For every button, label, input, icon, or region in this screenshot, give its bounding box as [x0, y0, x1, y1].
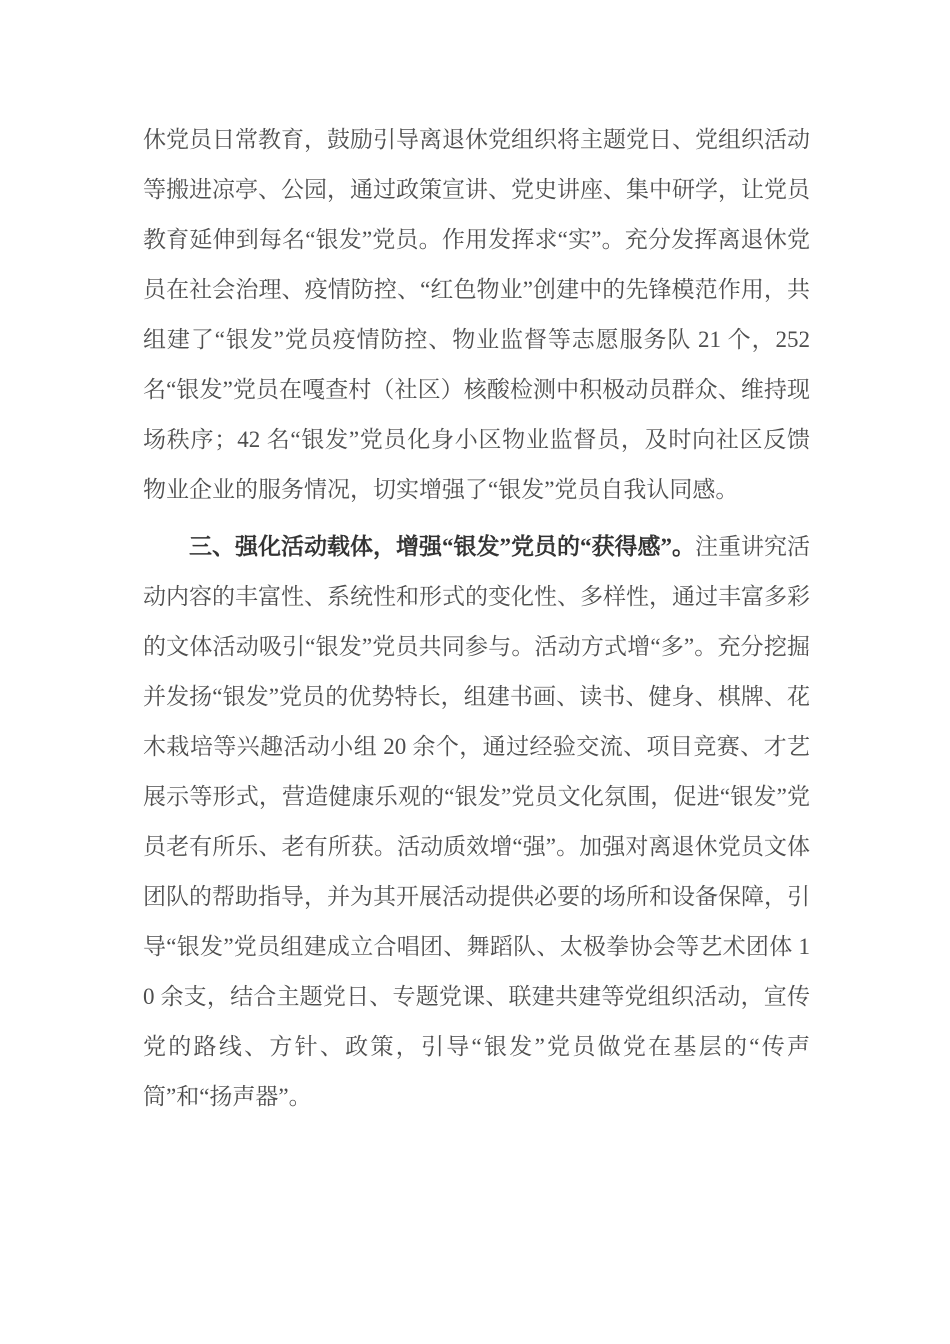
body-text: 休党员日常教育，鼓励引导离退休党组织将主题党日、党组织活动等搬进凉亭、公园，通过政策宣讲、党史讲座、集中研学，让党员教育延伸到每名“银发”党员。作用发挥求“实”。充分发挥离退休党员在社会治理、疫情防控、“红色物业”创建中的先锋模范作用，共组建了“银发”党员疫情防控、物业监督等志愿服务队 21 个，252 名“银发”党员在嘎查村（社区）核酸检测中积极动员群众、维持现场秩序；42 名“银发”党员化身小区物业监督员，及时向社区反馈物业企业的服务情况，切实增强了“银发”党员自我认同感。 — [143, 127, 810, 502]
section-heading-text: 三、强化活动载体，增强“银发”党员的“获得感”。 — [189, 534, 695, 559]
document-body — [143, 115, 810, 1122]
paragraph — [143, 115, 810, 515]
paragraph — [143, 522, 810, 1122]
body-text: 注重讲究活动内容的丰富性、系统性和形式的变化性、多样性，通过丰富多彩的文体活动吸引“银发”党员共同参与。活动方式增“多”。充分挖掘并发扬“银发”党员的优势特长，组建书画、读书、健身、棋牌、花木栽培等兴趣活动小组 20 余个，通过经验交流、项目竞赛、才艺展示等形式，营造健康乐观的“银发”党员文化氛围，促进“银发”党员老有所乐、老有所获。活动质效增“强”。加强对离退休党员文体团队的帮助指导，并为其开展活动提供必要的场所和设备保障，引导“银发”党员组建成立合唱团、舞蹈队、太极拳协会等艺术团体 10 余支，结合主题党日、专题党课、联建共建等党组织活动，宣传党的路线、方针、政策，引导“银发”党员做党在基层的“传声筒”和“扬声器”。 — [143, 534, 810, 1109]
